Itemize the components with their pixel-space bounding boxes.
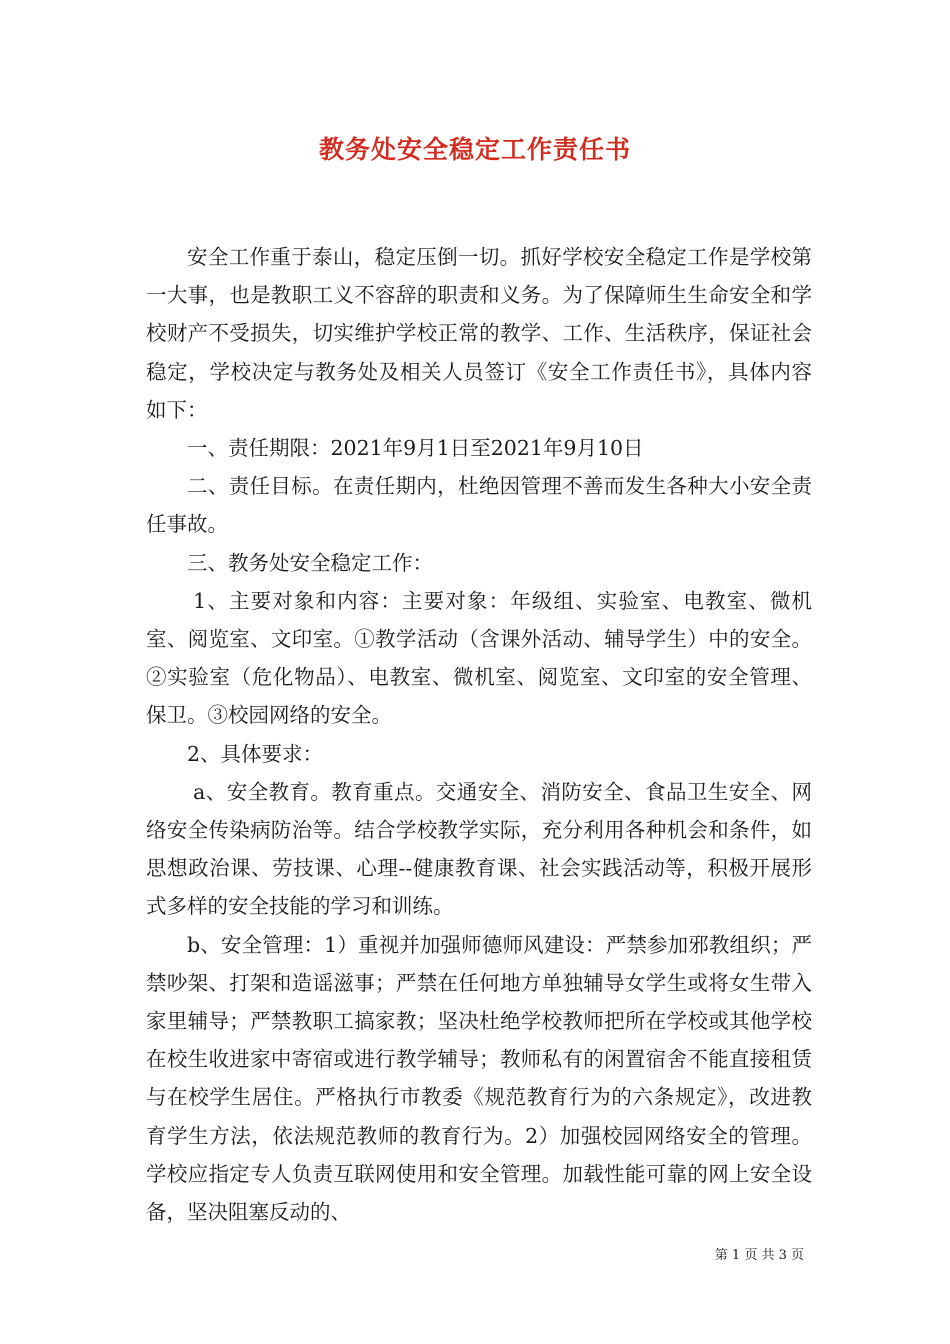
paragraph-term: 一、责任期限：2021年9月1日至2021年9月10日 (187, 436, 644, 461)
paragraph-item-b: b、安全管理：1）重视并加强师德师风建设：严禁参加邪教组织；严禁吵架、打架和造谣滋事；严禁在任何地方单独辅导女学生或将女生带入家里辅导；严禁教职工搞家教；坚决杜绝学校教师把所在学校或其他学校在校生收进家中寄宿或进行教学辅导；教师私有的闲置宿舍不能直接租赁与在校学生居住。严格执行市教委《规范教育行为的六条规定》，改进教育学生方法，依法规范教师的教育行为。2）加强校园网络安全的管理。学校应指定专人负责互联网使用和安全管理。加载性能可靠的网上安全设备，坚决阻塞反动的、 (146, 932, 812, 1225)
paragraph-item-1: 1、主要对象和内容：主要对象：年级组、实验室、电教室、微机室、阅览室、文印室。①教学活动（含课外活动、辅导学生）中的安全。②实验室（危化物品）、电教室、微机室、阅览室、文印室的安全管理、保卫。③校园网络的安全。 (146, 588, 812, 728)
page-footer: 第 1 页 共 3 页 (714, 1248, 804, 1263)
document-body (146, 238, 812, 1231)
paragraph-section-3: 三、教务处安全稳定工作： (187, 550, 433, 575)
paragraph-item-a: a、安全教育。教育重点。交通安全、消防安全、食品卫生安全、网络安全传染病防治等。结合学校教学实际，充分利用各种机会和条件，如思想政治课、劳技课、心理--健康教育课、社会实践活动等，积极开展形式多样的安全技能的学习和训练。 (146, 779, 812, 919)
paragraph-intro: 安全工作重于泰山，稳定压倒一切。抓好学校安全稳定工作是学校第一大事，也是教职工义不容辞的职责和义务。为了保障师生生命安全和学校财产不受损失，切实维护学校正常的教学、工作、生活秩序，保证社会稳定，学校决定与教务处及相关人员签订《安全工作责任书》，具体内容如下： (146, 245, 812, 422)
paragraph-goal: 二、责任目标。在责任期内，杜绝因管理不善而发生各种大小安全责任事故。 (146, 474, 812, 537)
document-title: 教务处安全稳定工作责任书 (318, 135, 631, 164)
paragraph-item-2: 2、具体要求： (187, 741, 324, 766)
